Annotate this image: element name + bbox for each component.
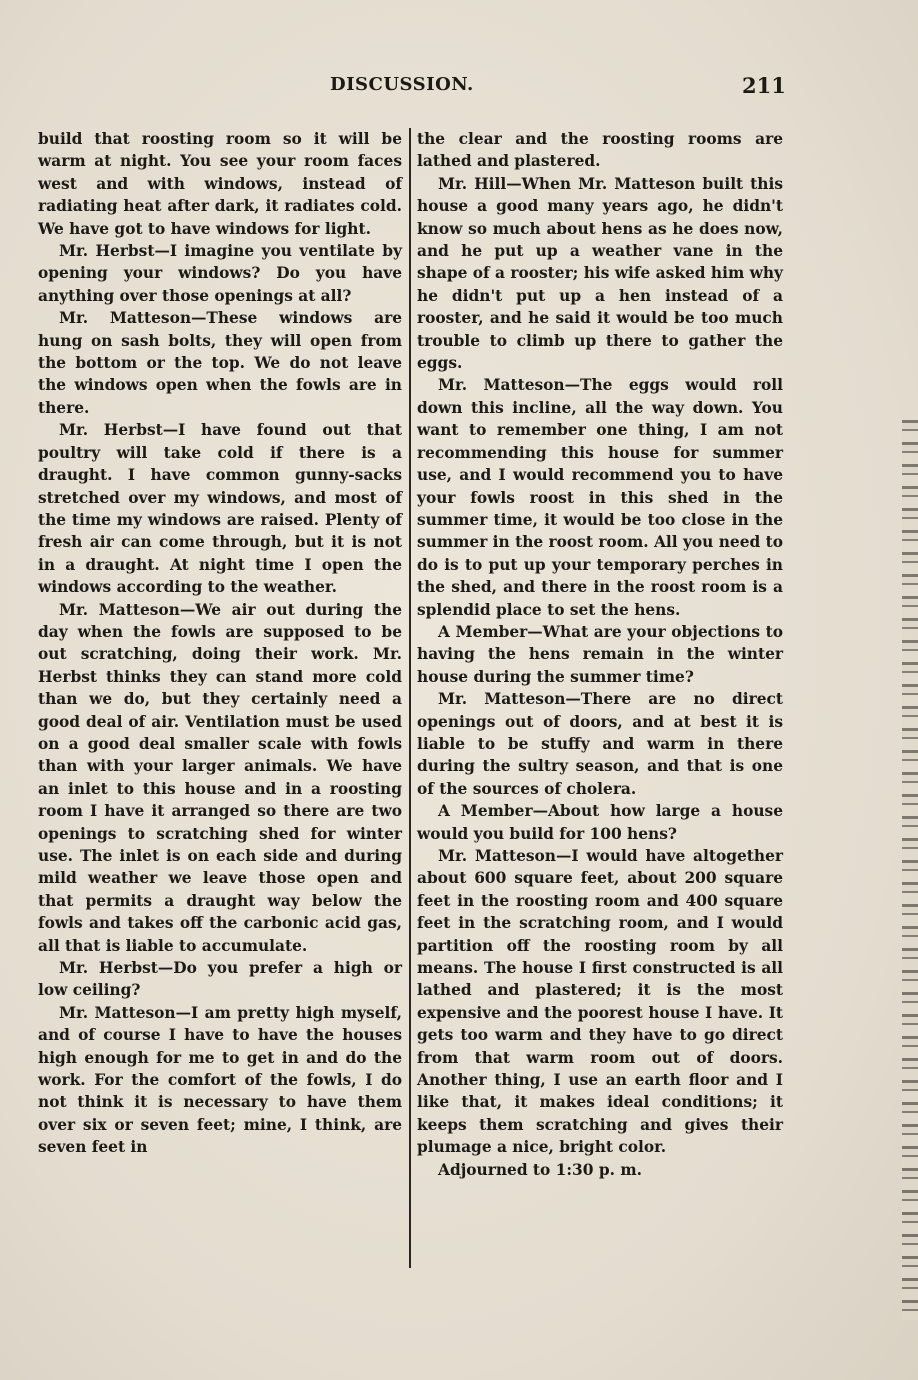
right-column: [417, 128, 783, 1181]
closing-line: Adjourned to 1:30 p. m.: [438, 1160, 642, 1179]
paragraph: build that roosting room so it will be warm at night. You see your room faces west and with windows, instead of radiating heat after dark, it radiates cold. We have got to have windows for light.: [38, 130, 402, 238]
paragraph: Mr. Matteson—We air out during the day when the fowls are supposed to be out scratching, doing their work. Mr. Herbst thinks they can stand more cold than we do, but they certainly need a good deal of air. Ventilation must be used on a good deal smaller scale with fowls than with your larger animals. We have an inlet to this house and in a roosting room I have it arranged so there are two openings to scratching shed for winter use. The inlet is on each side and during mild weather we leave those open and that permits a draught way below the fowls and takes off the carbonic acid gas, all that is liable to accumulate.: [38, 600, 402, 955]
paragraph: the clear and the roosting rooms are lathed and plastered.: [417, 130, 783, 171]
paragraph: A Member—About how large a house would you build for 100 hens?: [417, 802, 783, 843]
running-head: DISCUSSION.: [330, 74, 474, 95]
paragraph: Mr. Matteson—The eggs would roll down this incline, all the way down. You want to remember one thing, I am not recommending this house for summer use, and I would recommend you to have your fowls roost in this shed in the summer time, it would be too close in the summer in the roost room. All you need to do is to put up your temporary perches in the shed, and there in the roost room is a splendid place to set the hens.: [417, 376, 783, 619]
paragraph: Mr. Matteson—I would have altogether about 600 square feet, about 200 square feet in the roosting room and 400 square feet in the scratching room, and I would partition off the roosting room by all means. The house I first constructed is all lathed and plastered; it is the most expensive and the poorest house I have. It gets too warm and they have to go direct from that warm room out of doors. Another thing, I use an earth floor and I like that, it makes ideal conditions; it keeps them scratching and gives their plumage a nice, bright color.: [417, 847, 783, 1157]
page-edge-shadow: [902, 420, 918, 1320]
paragraph: A Member—What are your objections to having the hens remain in the winter house during the summer time?: [417, 622, 783, 686]
column-divider: [409, 128, 411, 1268]
paragraph: Mr. Herbst—I have found out that poultry will take cold if there is a draught. I have common gunny-sacks stretched over my windows, and most of the time my windows are raised. Plenty of fresh air can come through, but it is not in a draught. At night time I open the windows according to the weather.: [38, 421, 402, 597]
paragraph: Mr. Herbst—I imagine you ventilate by opening your windows? Do you have anything over those openings at all?: [38, 242, 402, 305]
paragraph: Mr. Hill—When Mr. Matteson built this house a good many years ago, he didn't know so much about hens as he does now, and he put up a weather vane in the shape of a rooster; his wife asked him why he didn't put up a hen instead of a rooster, and he said it would be too much trouble to climb up there to gather the eggs.: [417, 174, 783, 373]
paragraph: Mr. Matteson—I am pretty high myself, and of course I have to have the houses high enough for me to get in and do the work. For the comfort of the fowls, I do not think it is necessary to have them over six or seven feet; mine, I think, are seven feet in: [38, 1003, 402, 1157]
paragraph: Mr. Matteson—These windows are hung on sash bolts, they will open from the bottom or the top. We do not leave the windows open when the fowls are in there.: [38, 309, 402, 417]
left-column: [38, 128, 402, 1159]
paragraph: Mr. Matteson—There are no direct openings out of doors, and at best it is liable to be stuffy and warm in there during the sultry season, and that is one of the sources of cholera.: [417, 690, 783, 798]
page-number: 211: [742, 73, 786, 98]
paragraph: Mr. Herbst—Do you prefer a high or low ceiling?: [38, 959, 402, 1000]
